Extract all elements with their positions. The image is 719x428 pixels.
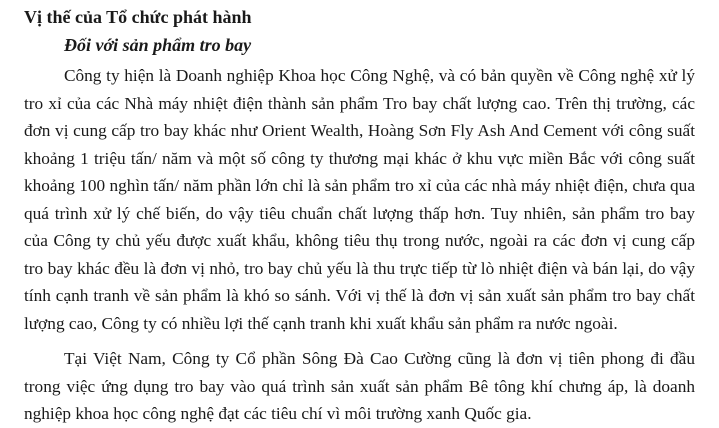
paragraph-2: Tại Việt Nam, Công ty Cổ phần Sông Đà Cao Cường cũng là đơn vị tiên phong đi đầu trong việc ứng dụng tro bay vào quá trình sản xuất sản phẩm Bê tông khí chưng áp, là doanh nghiệp khoa học công nghệ đạt các tiêu chí vì môi trường xanh Quốc gia. xyxy=(24,349,695,423)
paragraph-1: Công ty hiện là Doanh nghiệp Khoa học Công Nghệ, và có bản quyền về Công nghệ xử lý tro xỉ của các Nhà máy nhiệt điện thành sản phẩm Tro bay chất lượng cao. Trên thị trường, các đơn vị cung cấp tro bay khác như Orient Wealth, Hoàng Sơn Fly Ash And Cement với công suất khoảng 1 triệu tấn/ năm và một số công ty thương mại khác ở khu vực miền Bắc với công suất khoảng 100 nghìn tấn/ năm phần lớn chỉ là sản phẩm tro xỉ của các nhà máy nhiệt điện, chưa qua quá trình xử lý chế biến, do vậy tiêu chuẩn chất lượng thấp hơn. Tuy nhiên, sản phẩm tro bay của Công ty chủ yếu được xuất khẩu, không tiêu thụ trong nước, ngoài ra các đơn vị cung cấp tro bay khác đều là đơn vị nhỏ, tro bay chủ yếu là thu trực tiếp từ lò nhiệt điện và bán lại, do vậy tính cạnh tranh về sản phẩm là khó so sánh. Với vị thế là đơn vị sản xuất sản phẩm tro bay chất lượng cao, Công ty có nhiều lợi thế cạnh tranh khi xuất khẩu sản phẩm ra nước ngoài. xyxy=(24,66,695,333)
subsection-title: Đối với sản phẩm tro bay xyxy=(64,35,252,55)
section-title: Vị thế của Tổ chức phát hành xyxy=(24,7,252,27)
